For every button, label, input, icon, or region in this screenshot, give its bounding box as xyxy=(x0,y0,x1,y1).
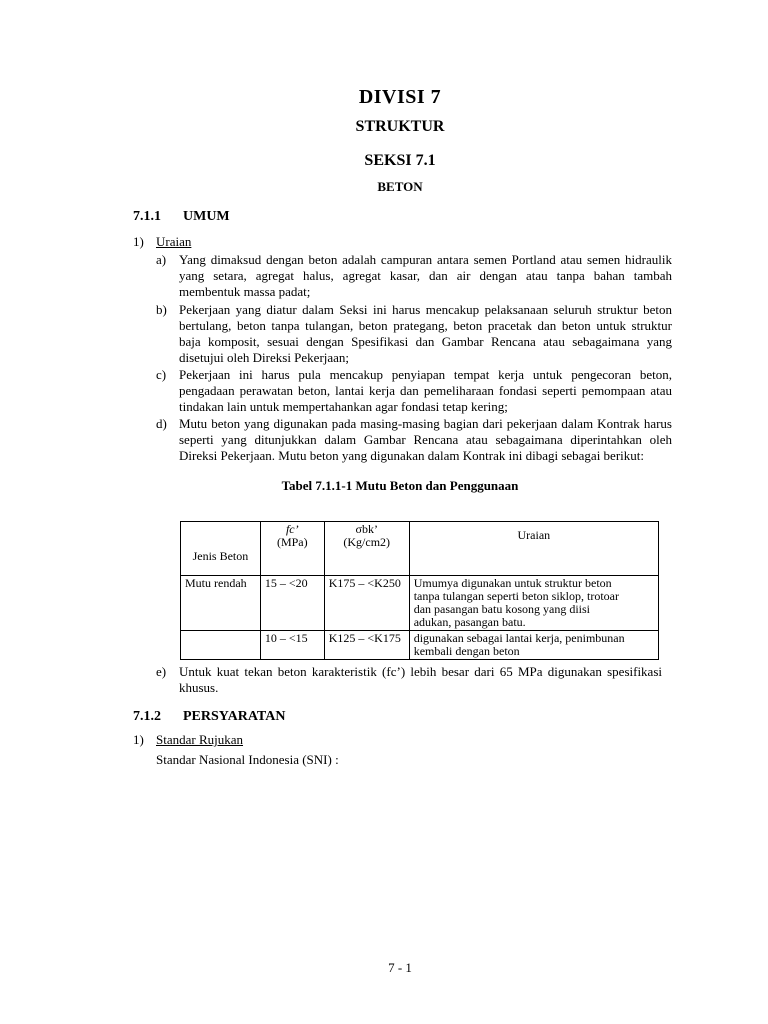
item-e-label: e) xyxy=(156,664,167,679)
header-jenis-beton xyxy=(181,522,261,576)
header-sbk-unit: (Kg/cm2) xyxy=(343,535,391,549)
table-row xyxy=(181,631,659,660)
item-b-line: bertulang, beton tanpa tulangan, beton prategang, beton pracetak dan beton untuk struktur xyxy=(179,318,672,333)
header-fc-symbol: fc’ xyxy=(285,522,299,536)
beton-heading: BETON xyxy=(377,179,423,194)
divisi-heading: DIVISI 7 xyxy=(358,86,442,108)
item-d-line: Direksi Pekerjaan. Mutu beton yang digunakan dalam Kontrak ini dibagi sebagai berikut: xyxy=(179,448,644,463)
cell-jenis: Mutu rendah xyxy=(181,576,261,631)
cell-uraian-line: adukan, pasangan batu. xyxy=(413,615,526,629)
item-1-number: 1) xyxy=(133,234,144,249)
item-b-label: b) xyxy=(156,302,167,317)
header-uraian-label: Uraian xyxy=(517,528,551,542)
section-712-title: PERSYARATAN xyxy=(183,709,286,724)
cell-uraian xyxy=(409,576,658,631)
item-d-text xyxy=(179,416,672,464)
item-c-label: c) xyxy=(156,367,167,382)
item-e-line: khusus. xyxy=(179,680,219,695)
cell-fc: 10 – <15 xyxy=(260,631,324,660)
cell-uraian-line: dan pasangan batu kosong yang diisi xyxy=(413,602,591,616)
cell-uraian-line: kembali dengan beton xyxy=(413,644,520,658)
cell-uraian-line: tanpa tulangan seperti beton siklop, trotoar xyxy=(413,589,619,603)
item-b-line: Pekerjaan yang diatur dalam Seksi ini harus mencakup pelaksanaan seluruh struktur beton xyxy=(179,302,672,317)
item-712-1-title: Standar Rujukan xyxy=(156,732,244,747)
item-e-text xyxy=(179,664,662,696)
cell-fc: 15 – <20 xyxy=(260,576,324,631)
section-711-number: 7.1.1 xyxy=(133,209,161,224)
item-c-line: Pekerjaan ini harus pula mencakup penyiapan tempat kerja untuk pengecoran beton, xyxy=(179,367,672,382)
cell-uraian-line: Umumya digunakan untuk struktur beton xyxy=(413,576,612,590)
item-c-line: pengadaan perawatan beton, lantai kerja dan pemeliharaan fondasi seperti pemompaan atau xyxy=(179,383,672,398)
header-sbk-symbol: σbk’ xyxy=(355,522,378,536)
page-number: 7 - 1 xyxy=(388,960,412,975)
mutu-beton-table xyxy=(180,521,659,660)
item-e-line: Untuk kuat tekan beton karakteristik (fc’) lebih besar dari 65 MPa digunakan spesifikasi xyxy=(179,664,662,679)
sni-text: Standar Nasional Indonesia (SNI) : xyxy=(156,752,339,767)
item-b-line: baja komposit, sesuai dengan Spesifikasi dan Gambar Rencana atau sebagaimana yang xyxy=(179,334,672,349)
item-a-label: a) xyxy=(156,252,167,267)
item-b-line: disetujui oleh Direksi Pekerjaan; xyxy=(179,350,350,365)
section-712-number: 7.1.2 xyxy=(133,709,161,724)
cell-uraian xyxy=(409,631,658,660)
header-jenis-label: Jenis Beton xyxy=(192,549,249,563)
item-c-line: tindakan lain untuk mempertahankan agar fondasi tetap kering; xyxy=(179,399,508,414)
item-a-line: membentuk massa padat; xyxy=(179,284,311,299)
item-d-line: seperti yang ditunjukkan dalam Gambar Rencana atau sebagaimana diperintahkan oleh xyxy=(179,432,672,447)
cell-sbk: K125 – <K175 xyxy=(324,631,409,660)
item-a-line: Yang dimaksud dengan beton adalah campuran antara semen Portland atau semen hidraulik xyxy=(179,252,672,267)
header-uraian xyxy=(409,522,658,576)
item-c-text xyxy=(179,367,672,415)
header-fc xyxy=(260,522,324,576)
item-b-text xyxy=(179,302,672,366)
table-caption: Tabel 7.1.1-1 Mutu Beton dan Penggunaan xyxy=(281,478,519,493)
cell-uraian-line: digunakan sebagai lantai kerja, penimbunan xyxy=(413,631,625,645)
table-row xyxy=(181,576,659,631)
item-1-title: Uraian xyxy=(156,234,192,249)
struktur-heading: STRUKTUR xyxy=(355,118,445,135)
table-header-row xyxy=(181,522,659,576)
cell-sbk: K175 – <K250 xyxy=(324,576,409,631)
item-d-line: Mutu beton yang digunakan pada masing-masing bagian dari pekerjaan dalam Kontrak harus xyxy=(179,416,672,431)
header-sbk xyxy=(324,522,409,576)
header-fc-unit: (MPa) xyxy=(276,535,308,549)
item-d-label: d) xyxy=(156,416,167,431)
section-711-title: UMUM xyxy=(183,209,230,224)
cell-jenis xyxy=(181,631,261,660)
seksi-heading: SEKSI 7.1 xyxy=(364,152,436,169)
item-a-text xyxy=(179,252,672,300)
item-712-1-number: 1) xyxy=(133,732,144,747)
item-a-line: yang setara, agregat halus, agregat kasar, dan air dengan atau tanpa bahan tambah xyxy=(179,268,672,283)
